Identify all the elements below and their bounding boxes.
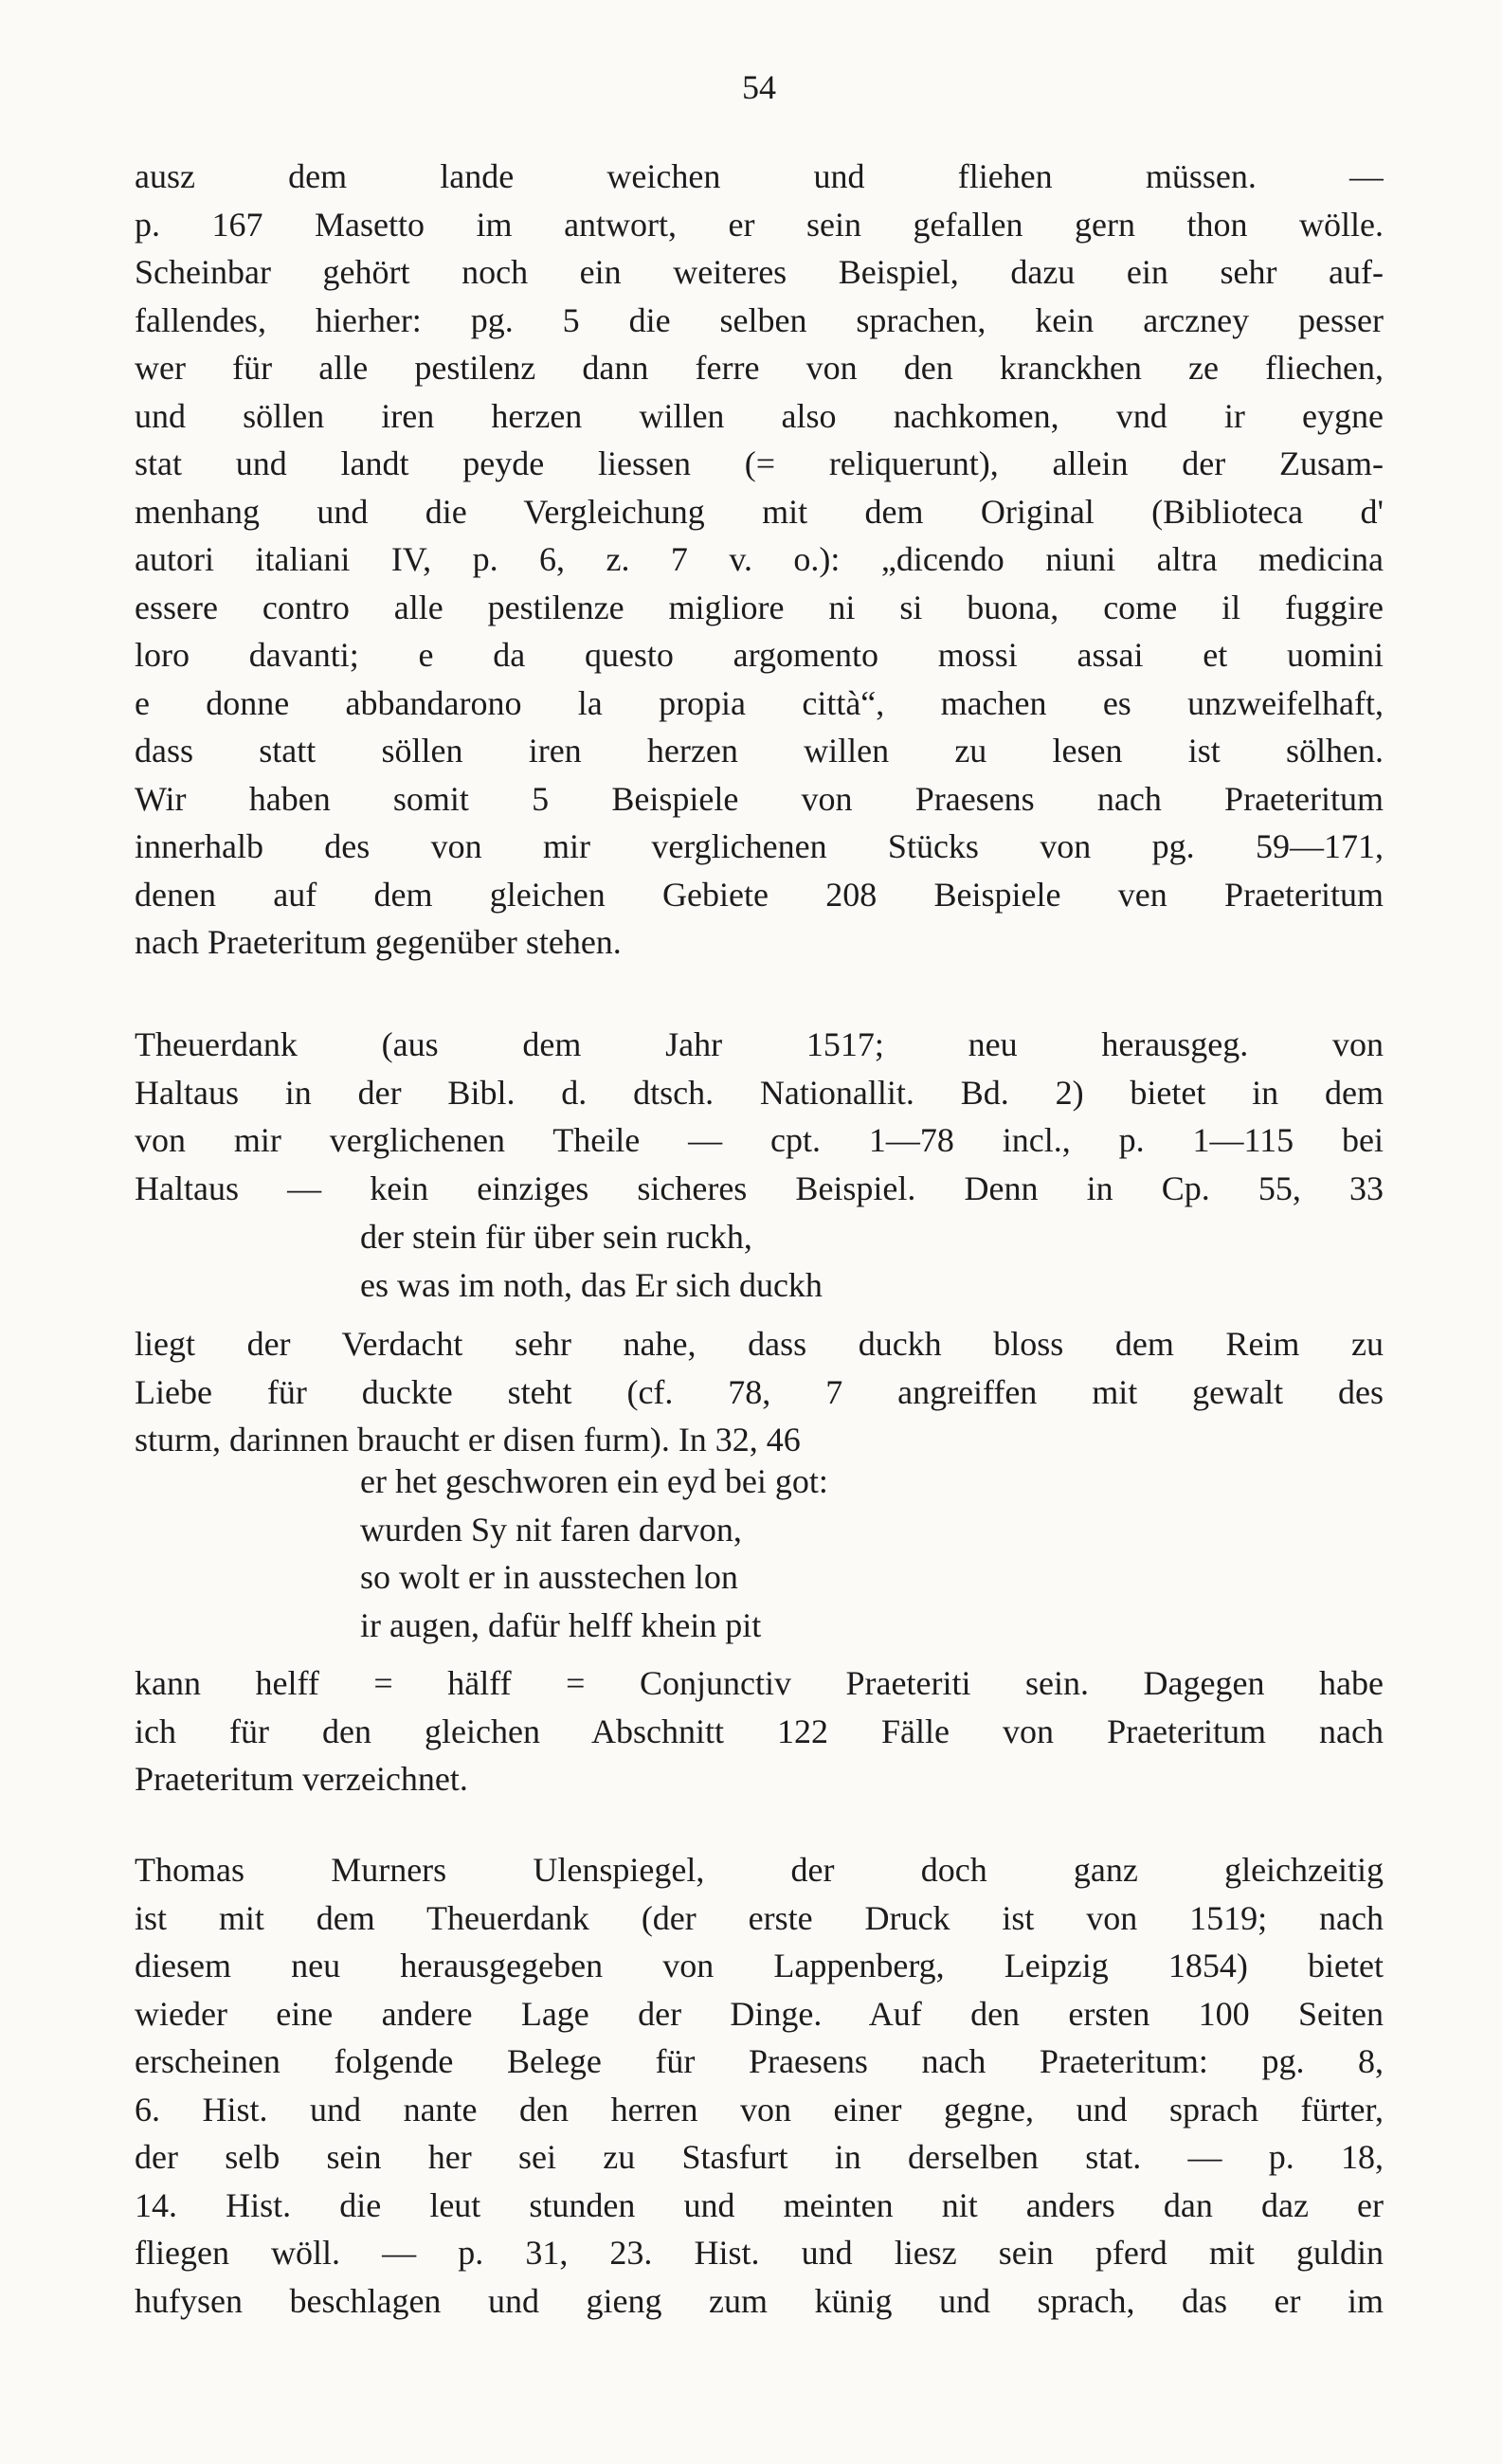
paragraph-4 (135, 1659, 1384, 1803)
text-line: menhang und die Vergleichung mit dem Original (Biblioteca d' (135, 492, 1384, 531)
verse-quote-2 (360, 1458, 1213, 1649)
text-line: von mir verglichenen Theile — cpt. 1—78 incl., p. 1—115 bei (135, 1121, 1384, 1159)
verse-line: ir augen, dafür helff khein pit (360, 1605, 762, 1644)
text-line: fliegen wöll. — p. 31, 23. Hist. und liesz sein pferd mit guldin (135, 2234, 1384, 2272)
text-line: der selb sein her sei zu Stasfurt in derselben stat. — p. 18, (135, 2138, 1384, 2176)
text-line: ich für den gleichen Abschnitt 122 Fälle von Praeteritum nach (135, 1712, 1384, 1750)
text-line: Thomas Murners Ulenspiegel, der doch ganz gleichzeitig (135, 1851, 1384, 1889)
text-line: Scheinbar gehört noch ein weiteres Beispiel, dazu ein sehr auf- (135, 253, 1384, 291)
text-line: sturm, darinnen braucht er disen furm). In 32, 46 (135, 1421, 801, 1458)
page-number: 54 (742, 68, 776, 106)
verse-line: er het geschworen ein eyd bei got: (360, 1462, 828, 1500)
text-line: fallendes, hierher: pg. 5 die selben sprachen, kein arczney pesser (135, 300, 1384, 339)
text-line: liegt der Verdacht sehr nahe, dass duckh bloss dem Reim zu (135, 1325, 1384, 1363)
text-line: wer für alle pestilenz dann ferre von den kranckhen ze fliechen, (135, 349, 1384, 387)
text-line: ist mit dem Theuerdank (der erste Druck ist von 1519; nach (135, 1898, 1384, 1937)
paragraph-5 (135, 1846, 1384, 2325)
paragraph-2 (135, 1021, 1384, 1212)
text-line: loro davanti; e da questo argomento mossi assai et uomini (135, 636, 1384, 674)
paragraph-1 (135, 153, 1384, 967)
text-line: nach Praeteritum gegenüber stehen. (135, 923, 622, 961)
text-line: dass statt söllen iren herzen willen zu lesen ist sölhen. (135, 732, 1384, 770)
paragraph-3 (135, 1320, 1384, 1464)
book-page (135, 59, 1384, 2428)
text-line: ausz dem lande weichen und fliehen müssen. — (135, 157, 1384, 195)
text-line: innerhalb des von mir verglichenen Stücks von pg. 59—171, (135, 827, 1384, 865)
verse-line: es was im noth, das Er sich duckh (360, 1265, 823, 1304)
verse-line: so wolt er in ausstechen lon (360, 1558, 738, 1596)
text-line: autori italiani IV, p. 6, z. 7 v. o.): „dicendo niuni altra medicina (135, 540, 1384, 578)
text-line: diesem neu herausgegeben von Lappenberg, Leipzig 1854) bietet (135, 1947, 1384, 1984)
text-line: p. 167 Masetto im antwort, er sein gefallen gern thon wölle. (135, 205, 1384, 244)
text-line: Haltaus — kein einziges sicheres Beispiel. Denn in Cp. 55, 33 (135, 1169, 1384, 1207)
text-line: wieder eine andere Lage der Dinge. Auf den ersten 100 Seiten (135, 1994, 1384, 2033)
text-line: Liebe für duckte steht (cf. 78, 7 angreiffen mit gewalt des (135, 1372, 1384, 1411)
text-line: erscheinen folgende Belege für Praesens nach Praeteritum: pg. 8, (135, 2042, 1384, 2080)
text-line: 6. Hist. und nante den herren von einer gegne, und sprach fürter, (135, 2090, 1384, 2129)
text-line: denen auf dem gleichen Gebiete 208 Beispiele ven Praeteritum (135, 875, 1384, 914)
text-line: Wir haben somit 5 Beispiele von Praesens nach Praeteritum (135, 779, 1384, 818)
verse-quote-1 (360, 1213, 1213, 1309)
text-line: und söllen iren herzen willen also nachkomen, vnd ir eygne (135, 396, 1384, 435)
text-line: essere contro alle pestilenze migliore ni si buona, come il fuggire (135, 588, 1384, 626)
text-line: hufysen beschlagen und gieng zum künig und sprach, das er im (135, 2281, 1384, 2320)
text-line: 14. Hist. die leut stunden und meinten nit anders dan daz er (135, 2185, 1384, 2224)
text-line: stat und landt peyde liessen (= reliquerunt), allein der Zusam- (135, 444, 1384, 482)
text-line: Haltaus in der Bibl. d. dtsch. Nationallit. Bd. 2) bietet in dem (135, 1073, 1384, 1112)
text-line: Theuerdank (aus dem Jahr 1517; neu herausgeg. von (135, 1025, 1384, 1063)
text-line: Praeteritum verzeichnet. (135, 1760, 468, 1798)
verse-line: wurden Sy nit faren darvon, (360, 1510, 742, 1549)
verse-line: der stein für über sein ruckh, (360, 1218, 752, 1256)
text-line: kann helff = hälff = Conjunctiv Praeteriti sein. Dagegen habe (135, 1664, 1384, 1702)
text-line: e donne abbandarono la propia città“, machen es unzweifelhaft, (135, 683, 1384, 722)
